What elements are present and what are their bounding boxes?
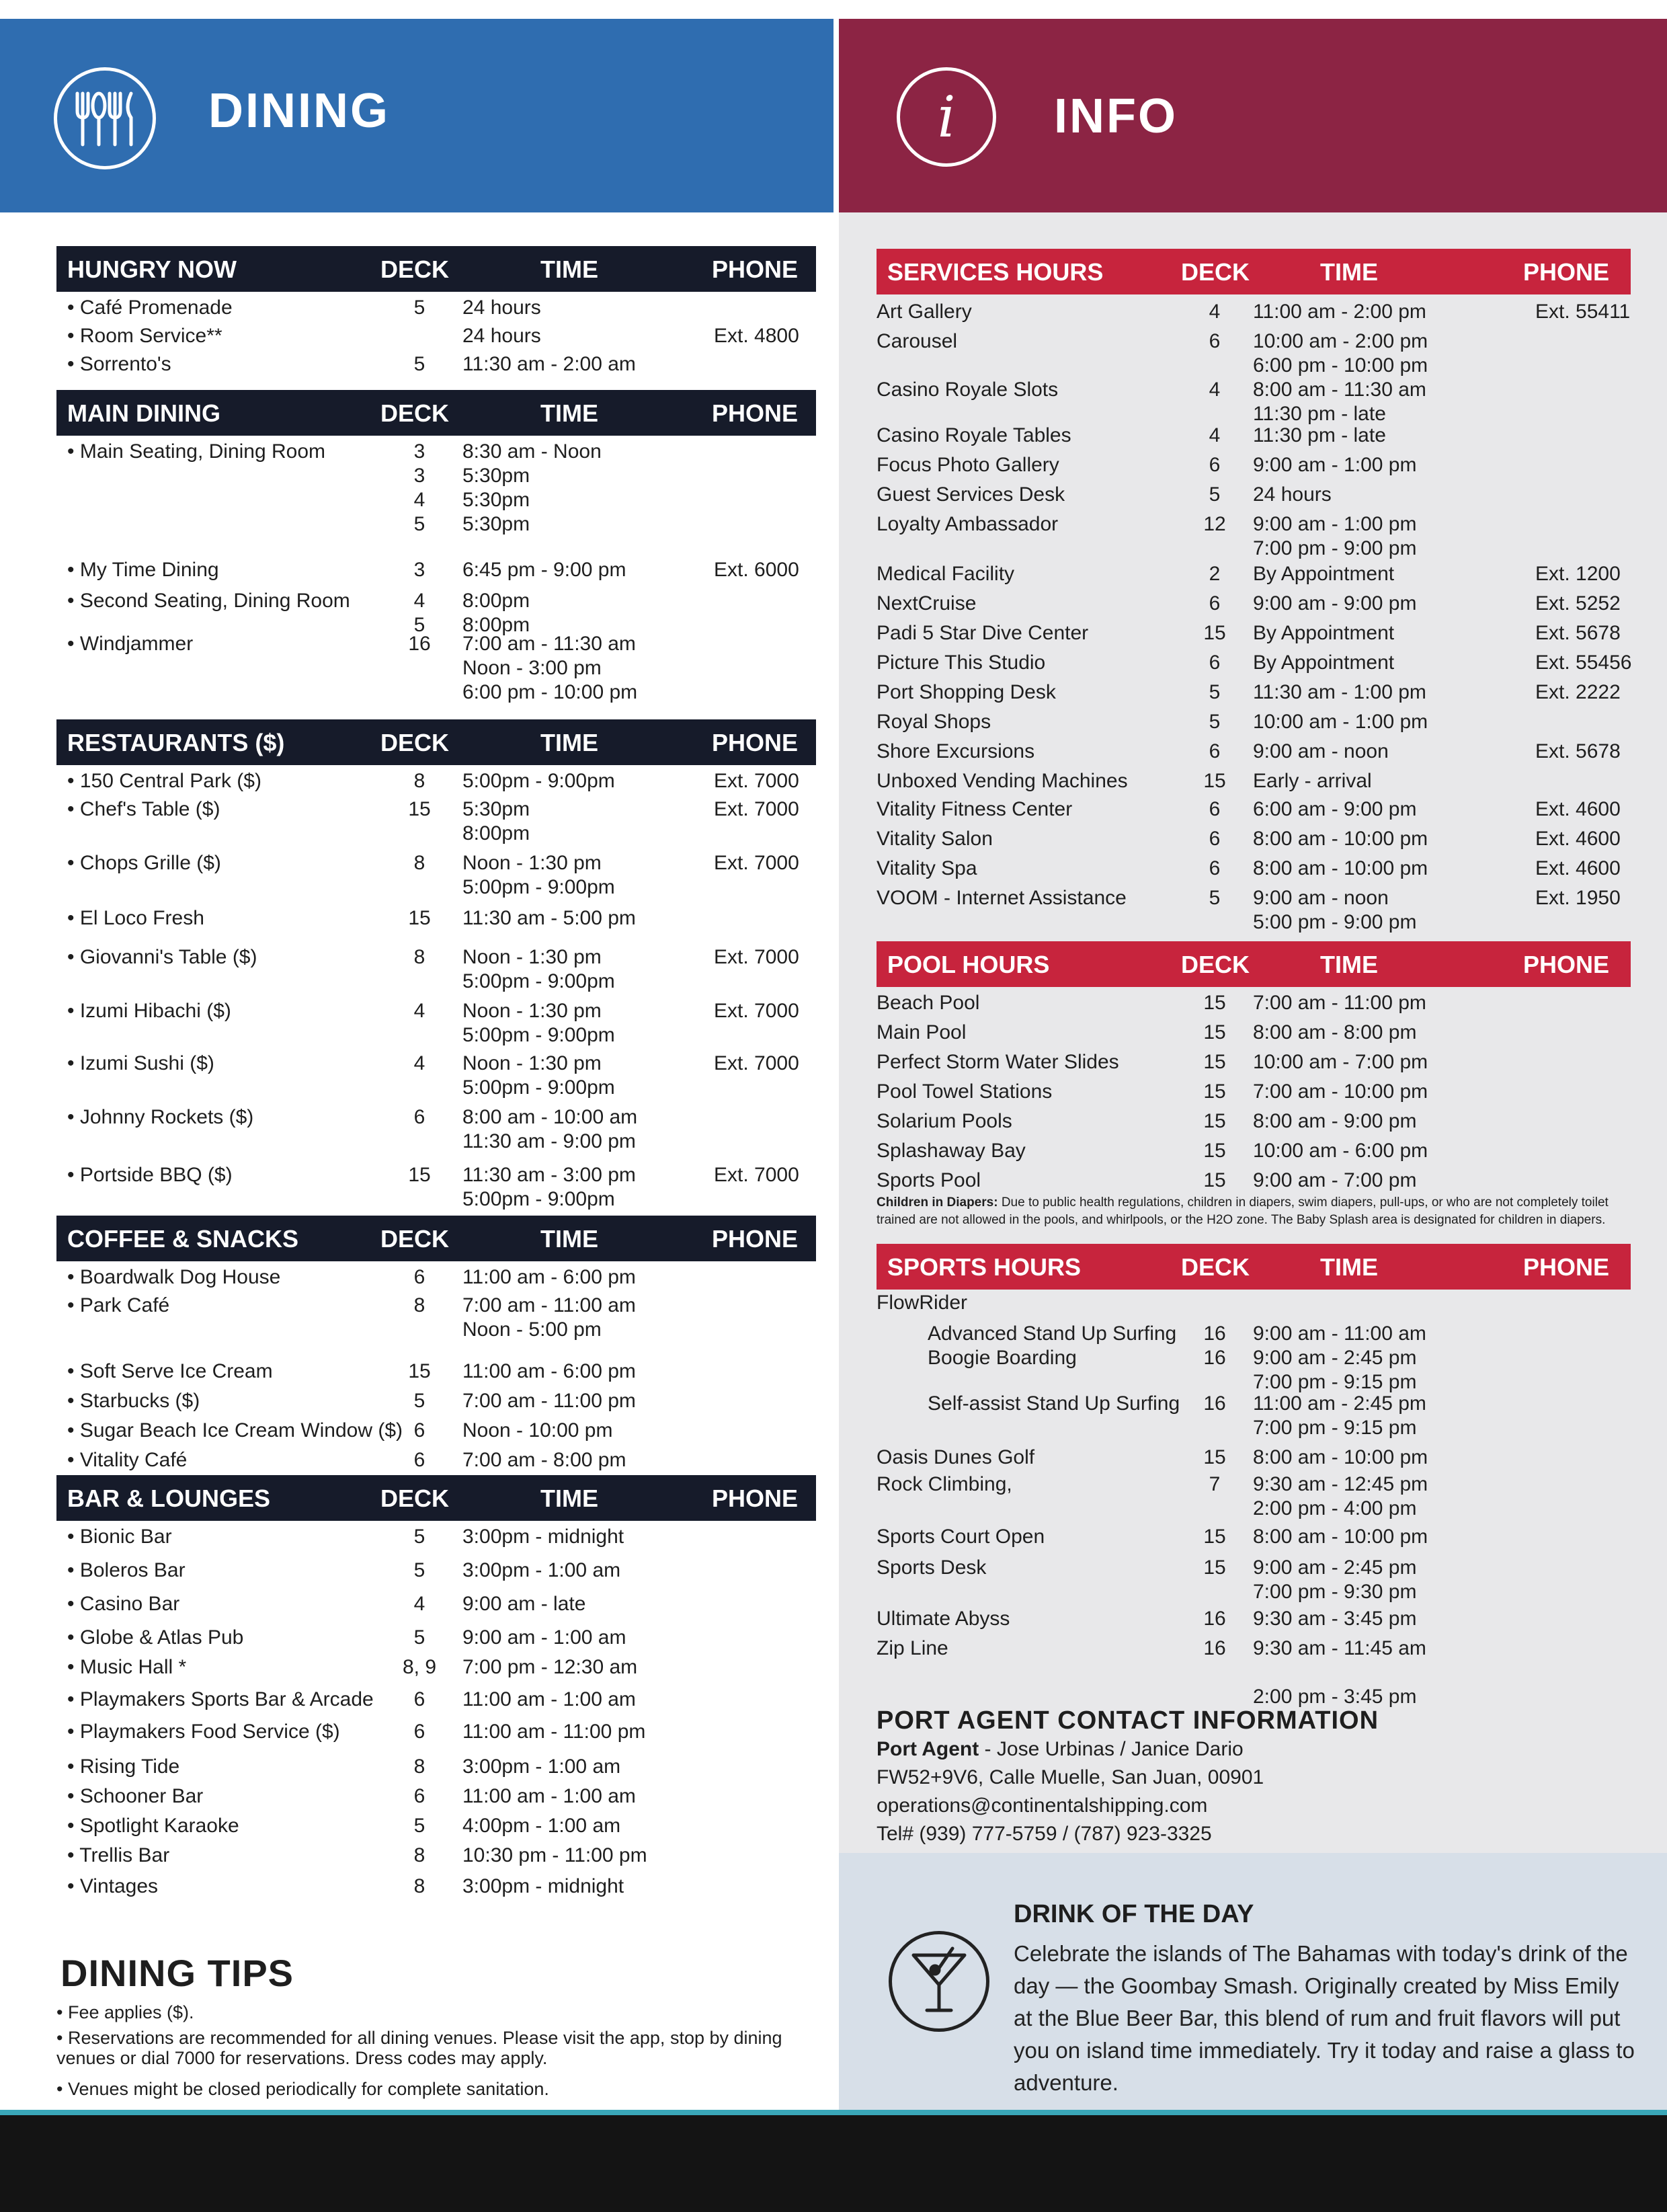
row-time: 11:00 am - 6:00 pm [462, 1266, 636, 1288]
row-deck: 16 [1203, 1637, 1226, 1659]
row-time: 9:00 am - 7:00 pm [1253, 1169, 1417, 1191]
column-header-phone: PHONE [712, 1225, 799, 1253]
row-deck: 8 [413, 1755, 425, 1778]
row-deck: 6 [1209, 798, 1221, 820]
row-phone: Ext. 7000 [714, 1000, 799, 1022]
dining-tips-title: DINING TIPS [60, 1952, 294, 1994]
row-name: • Chops Grille ($) [67, 852, 221, 874]
row-deck: 4 5 [413, 590, 425, 636]
column-header-time: TIME [1320, 1253, 1378, 1281]
column-header-time: TIME [540, 1225, 598, 1253]
row-name: Padi 5 Star Dive Center [877, 622, 1089, 644]
row-time: 9:30 am - 12:45 pm 2:00 pm - 4:00 pm [1253, 1473, 1428, 1519]
section-header-bar [877, 941, 1631, 987]
row-time: 7:00 am - 11:00 pm [462, 1390, 636, 1412]
row-name: • Trellis Bar [67, 1844, 170, 1866]
row-time: 11:00 am - 2:45 pm 7:00 pm - 9:15 pm [1253, 1392, 1426, 1439]
row-deck: 15 [408, 907, 431, 929]
dining-header [0, 19, 833, 212]
row-deck: 15 [408, 798, 431, 820]
row-name: • Chef's Table ($) [67, 798, 220, 820]
row-deck: 6 [413, 1688, 425, 1710]
row-deck: 15 [1203, 1021, 1226, 1043]
row-phone: Ext. 7000 [714, 852, 799, 874]
section-header-bar [877, 249, 1631, 294]
section-title: POOL HOURS [887, 951, 1050, 978]
row-deck: 15 [1203, 1080, 1226, 1103]
utensils-icon [54, 67, 156, 169]
row-time: 9:00 am - 11:00 am 9:00 am - 2:45 pm 7:00 pm - 9:15 pm [1253, 1322, 1426, 1393]
section-header-bar [56, 1216, 816, 1261]
row-deck: 15 [1203, 1446, 1226, 1468]
row-deck: 2 [1209, 563, 1221, 585]
row-name: • Boardwalk Dog House [67, 1266, 281, 1288]
row-name: • Vintages [67, 1875, 159, 1897]
column-header-deck: DECK [380, 399, 450, 427]
row-name: Sports Pool [877, 1169, 981, 1191]
row-time: 11:00 am - 6:00 pm [462, 1360, 636, 1382]
row-deck: 6 [1209, 592, 1221, 615]
row-phone: Ext. 7000 [714, 1164, 799, 1186]
row-name: Solarium Pools [877, 1110, 1012, 1132]
row-deck: 8, 9 [402, 1656, 437, 1678]
row-name: • Main Seating, Dining Room [67, 440, 326, 463]
dining-title: DINING [208, 84, 390, 138]
pool-note-text: Due to public health regulations, children in diapers, swim diapers, pull-ups, or who are not completely toilet trained are not allowed in the pools, and whirlpools, or the H2O zone. The Baby Splash area is designated for children in diapers. [877, 1195, 1609, 1227]
row-time: 6:45 pm - 9:00 pm [462, 559, 626, 581]
row-deck: 4 [413, 1000, 425, 1022]
row-name: Sports Court Open [877, 1526, 1045, 1548]
martini-icon [889, 1931, 989, 2032]
row-time: 11:30 am - 5:00 pm [462, 907, 636, 929]
row-time: 8:00 am - 8:00 pm [1253, 1021, 1417, 1043]
row-name: • Playmakers Sports Bar & Arcade [67, 1688, 374, 1710]
row-time: 10:00 am - 2:00 pm 6:00 pm - 10:00 pm [1253, 330, 1428, 377]
row-name: • Izumi Sushi ($) [67, 1052, 214, 1074]
column-header-deck: DECK [1181, 258, 1250, 286]
row-deck: 16 [408, 633, 431, 655]
row-time: Noon - 10:00 pm [462, 1419, 613, 1441]
row-phone: Ext. 7000 [714, 798, 799, 820]
column-header-time: TIME [540, 255, 598, 283]
row-name: • Rising Tide [67, 1755, 180, 1778]
row-time: 7:00 am - 10:00 pm [1253, 1080, 1428, 1103]
row-time: 6:00 am - 9:00 pm [1253, 798, 1417, 820]
row-name: • Giovanni's Table ($) [67, 946, 257, 968]
row-name: • Boleros Bar [67, 1559, 186, 1581]
row-time: 8:00 am - 9:00 pm [1253, 1110, 1417, 1132]
row-time: 11:30 am - 3:00 pm 5:00pm - 9:00pm [462, 1164, 636, 1210]
row-phone: Ext. 4800 [714, 325, 799, 347]
row-deck: 6 [1209, 828, 1221, 850]
tip-item: • Fee applies ($). [56, 2002, 194, 2022]
column-header-deck: DECK [380, 255, 450, 283]
row-name: FlowRider [877, 1292, 968, 1314]
row-phone: Ext. 5252 [1535, 592, 1621, 615]
row-deck: 5 [413, 297, 425, 319]
row-deck: 5 [1209, 483, 1221, 506]
row-name: Pool Towel Stations [877, 1080, 1053, 1103]
row-name: • Spotlight Karaoke [67, 1815, 239, 1837]
column-header-time: TIME [540, 1485, 598, 1512]
row-deck: 15 [1203, 1110, 1226, 1132]
row-name: • Johnny Rockets ($) [67, 1106, 254, 1128]
section-title: SERVICES HOURS [887, 258, 1104, 286]
row-name: Loyalty Ambassador [877, 513, 1059, 535]
row-name: Port Shopping Desk [877, 681, 1056, 703]
port-email[interactable]: operations@continentalshipping.com [877, 1794, 1208, 1817]
row-phone: Ext. 55456 [1535, 651, 1632, 674]
column-header-deck: DECK [1181, 1253, 1250, 1281]
row-deck: 7 [1209, 1473, 1221, 1495]
row-deck: 5 [413, 1526, 425, 1548]
row-name: Medical Facility [877, 563, 1015, 585]
row-name: • My Time Dining [67, 559, 219, 581]
column-header-phone: PHONE [712, 729, 799, 756]
row-time: 9:00 am - 1:00 pm [1253, 454, 1417, 476]
row-phone: Ext. 4600 [1535, 798, 1621, 820]
section-header-bar [877, 1244, 1631, 1290]
row-name: Zip Line [877, 1637, 948, 1659]
row-deck: 5 [413, 353, 425, 375]
row-deck: 15 [1203, 1051, 1226, 1073]
row-deck: 6 [1209, 857, 1221, 879]
row-time: 5:30pm 8:00pm [462, 798, 530, 844]
row-time: 9:00 am - 9:00 pm [1253, 592, 1417, 615]
row-time: 11:00 am - 1:00 am [462, 1785, 636, 1807]
column-header-time: TIME [540, 729, 598, 756]
row-name: Main Pool [877, 1021, 967, 1043]
row-name: • Globe & Atlas Pub [67, 1626, 244, 1649]
row-time: 9:00 am - noon [1253, 740, 1389, 762]
row-deck: 15 [1203, 770, 1226, 792]
section-title: MAIN DINING [67, 399, 220, 427]
row-deck: 16 [1203, 1608, 1226, 1630]
row-time: 8:00 am - 10:00 am 11:30 am - 9:00 pm [462, 1106, 638, 1152]
section-header-bar [56, 246, 816, 292]
row-deck: 15 [1203, 622, 1226, 644]
row-deck: 15 [1203, 1169, 1226, 1191]
row-time: 11:00 am - 1:00 am [462, 1688, 636, 1710]
row-time: 3:00pm - 1:00 am [462, 1755, 621, 1778]
row-name: Art Gallery [877, 301, 972, 323]
row-name: Shore Excursions [877, 740, 1035, 762]
row-deck: 5 [1209, 887, 1221, 909]
row-time: 10:00 am - 6:00 pm [1253, 1140, 1428, 1162]
row-deck: 4 [1209, 301, 1221, 323]
row-name: • Schooner Bar [67, 1785, 204, 1807]
row-name: • Music Hall * [67, 1656, 187, 1678]
row-name: • Playmakers Food Service ($) [67, 1721, 340, 1743]
pool-note [877, 1194, 1631, 1229]
row-time: 3:00pm - 1:00 am [462, 1559, 621, 1581]
row-name: • Portside BBQ ($) [67, 1164, 233, 1186]
port-agent-names: - Jose Urbinas / Janice Dario [979, 1738, 1244, 1760]
row-deck: 15 [1203, 992, 1226, 1014]
row-time: 7:00 am - 8:00 pm [462, 1449, 626, 1471]
row-name: VOOM - Internet Assistance [877, 887, 1127, 909]
port-agent-title: PORT AGENT CONTACT INFORMATION [877, 1706, 1379, 1735]
port-phone: Tel# (939) 777-5759 / (787) 923-3325 [877, 1823, 1212, 1845]
row-time: By Appointment [1253, 622, 1395, 644]
column-header-phone: PHONE [712, 1485, 799, 1512]
row-time: 9:00 am - late [462, 1593, 586, 1615]
row-deck: 6 [1209, 330, 1221, 352]
row-time: 9:00 am - 2:45 pm 7:00 pm - 9:30 pm [1253, 1556, 1417, 1603]
column-header-deck: DECK [380, 1485, 450, 1512]
port-agent-line [877, 1737, 1244, 1762]
drink-of-the-day-title: DRINK OF THE DAY [1014, 1900, 1254, 1928]
row-time: 10:00 am - 1:00 pm [1253, 711, 1428, 733]
row-time: 10:00 am - 7:00 pm [1253, 1051, 1428, 1073]
top-margin [0, 0, 1667, 19]
column-header-deck: DECK [380, 729, 450, 756]
row-time: 11:30 am - 2:00 am [462, 353, 636, 375]
info-icon: i [897, 67, 996, 167]
drink-of-the-day-text: Celebrate the islands of The Bahamas with today's drink of the day — the Goombay Smash. Originally created by Miss Emily at the Blue Beer Bar, this blend of rum and fruit flavors will put you on island time immediately. Try it today and raise a glass to adventure. [1014, 1941, 1635, 2095]
row-time: 9:00 am - 1:00 pm 7:00 pm - 9:00 pm [1253, 513, 1417, 559]
row-time: By Appointment [1253, 651, 1395, 674]
row-name: • El Loco Fresh [67, 907, 204, 929]
row-deck: 8 [413, 1844, 425, 1866]
row-name: Vitality Fitness Center [877, 798, 1073, 820]
row-deck: 8 [413, 1294, 425, 1316]
row-time: 11:30 am - 1:00 pm [1253, 681, 1426, 703]
port-agent-label: Port Agent [877, 1738, 979, 1760]
row-phone: Ext. 1950 [1535, 887, 1621, 909]
row-time: 7:00 am - 11:30 am Noon - 3:00 pm 6:00 pm - 10:00 pm [462, 633, 638, 703]
row-name: • Starbucks ($) [67, 1390, 200, 1412]
row-phone: Ext. 4600 [1535, 828, 1621, 850]
row-name: • Casino Bar [67, 1593, 180, 1615]
row-deck: 5 [413, 1390, 425, 1412]
row-time: 8:00 am - 10:00 pm [1253, 828, 1428, 850]
row-name: • Sorrento's [67, 353, 171, 375]
row-name: • Room Service** [67, 325, 222, 347]
row-time: 24 hours [462, 325, 541, 347]
row-name: Casino Royale Tables [877, 424, 1071, 446]
footer-bar [0, 2115, 1667, 2212]
section-title: BAR & LOUNGES [67, 1485, 271, 1512]
section-header-bar [56, 1475, 816, 1521]
row-phone: Ext. 5678 [1535, 740, 1621, 762]
row-name: Splashaway Bay [877, 1140, 1026, 1162]
column-header-time: TIME [1320, 951, 1378, 978]
row-deck: 16 [1203, 1392, 1226, 1415]
row-deck: 6 [1209, 454, 1221, 476]
row-name: Advanced Stand Up Surfing Boogie Boarding [928, 1322, 1177, 1369]
row-time: 8:00 am - 10:00 pm [1253, 1446, 1428, 1468]
section-header-bar [56, 390, 816, 436]
row-name: Unboxed Vending Machines [877, 770, 1128, 792]
row-time: 10:30 pm - 11:00 pm [462, 1844, 647, 1866]
row-deck: 15 [1203, 1140, 1226, 1162]
row-name: • 150 Central Park ($) [67, 770, 261, 792]
row-name: • Park Café [67, 1294, 170, 1316]
row-time: 11:00 am - 2:00 pm [1253, 301, 1426, 323]
section-title: SPORTS HOURS [887, 1253, 1082, 1281]
row-phone: Ext. 4600 [1535, 857, 1621, 879]
row-time: 24 hours [462, 297, 541, 319]
row-deck: 3 [413, 559, 425, 581]
row-phone: Ext. 6000 [714, 559, 799, 581]
row-name: Picture This Studio [877, 651, 1046, 674]
row-name: • Izumi Hibachi ($) [67, 1000, 231, 1022]
column-header-phone: PHONE [712, 399, 799, 427]
info-header [839, 19, 1667, 212]
section-title: COFFEE & SNACKS [67, 1225, 299, 1253]
row-deck: 5 [413, 1815, 425, 1837]
row-deck: 4 [1209, 379, 1221, 401]
row-time: 7:00 pm - 12:30 am [462, 1656, 638, 1678]
row-deck: 5 [1209, 711, 1221, 733]
row-name: Guest Services Desk [877, 483, 1065, 506]
row-name: Beach Pool [877, 992, 980, 1014]
row-deck: 6 [413, 1785, 425, 1807]
row-deck: 16 16 [1203, 1322, 1226, 1369]
row-deck: 4 [1209, 424, 1221, 446]
row-name: Rock Climbing, [877, 1473, 1012, 1495]
row-name: Self-assist Stand Up Surfing [928, 1392, 1180, 1415]
row-deck: 5 [1209, 681, 1221, 703]
row-phone: Ext. 7000 [714, 770, 799, 792]
row-name: • Windjammer [67, 633, 194, 655]
row-time: 8:00 am - 10:00 pm [1253, 1526, 1428, 1548]
row-time: Noon - 1:30 pm 5:00pm - 9:00pm [462, 1000, 615, 1046]
row-deck: 6 [413, 1266, 425, 1288]
row-name: Casino Royale Slots [877, 379, 1059, 401]
row-time: Early - arrival [1253, 770, 1372, 792]
row-time: 9:00 am - 1:00 am [462, 1626, 626, 1649]
row-deck: 6 [413, 1449, 425, 1471]
row-deck: 6 [413, 1721, 425, 1743]
row-phone: Ext. 2222 [1535, 681, 1621, 703]
row-time: 4:00pm - 1:00 am [462, 1815, 621, 1837]
row-deck: 15 [1203, 1526, 1226, 1548]
row-name: Vitality Spa [877, 857, 977, 879]
section-header-bar [56, 719, 816, 765]
pool-note-label: Children in Diapers: [877, 1195, 998, 1210]
row-deck: 6 [1209, 651, 1221, 674]
footer-accent-line [0, 2110, 1667, 2115]
port-address: FW52+9V6, Calle Muelle, San Juan, 00901 [877, 1766, 1264, 1788]
row-name: Vitality Salon [877, 828, 993, 850]
column-header-deck: DECK [380, 1225, 450, 1253]
row-name: • Second Seating, Dining Room [67, 590, 350, 612]
column-header-time: TIME [540, 399, 598, 427]
row-time: 11:00 am - 11:00 pm [462, 1721, 646, 1743]
row-deck: 15 [408, 1164, 431, 1186]
row-deck: 12 [1203, 513, 1226, 535]
row-time: 8:00 am - 11:30 am 11:30 pm - late [1253, 379, 1426, 425]
row-phone: Ext. 55411 [1535, 301, 1631, 323]
row-phone: Ext. 1200 [1535, 563, 1621, 585]
row-time: 3:00pm - midnight [462, 1875, 624, 1897]
row-time: 9:30 am - 11:45 am 2:00 pm - 3:45 pm [1253, 1637, 1426, 1708]
column-header-phone: PHONE [1523, 258, 1610, 286]
row-deck: 5 [413, 1559, 425, 1581]
column-header-phone: PHONE [1523, 951, 1610, 978]
row-phone: Ext. 7000 [714, 946, 799, 968]
row-time: 8:30 am - Noon 5:30pm 5:30pm 5:30pm [462, 440, 602, 535]
row-deck: 3 3 4 5 [413, 440, 425, 535]
row-time: Noon - 1:30 pm 5:00pm - 9:00pm [462, 852, 615, 898]
info-title: INFO [1054, 89, 1178, 143]
row-time: 7:00 am - 11:00 pm [1253, 992, 1426, 1014]
row-name: Focus Photo Gallery [877, 454, 1059, 476]
row-time: Noon - 1:30 pm 5:00pm - 9:00pm [462, 1052, 615, 1099]
row-name: NextCruise [877, 592, 977, 615]
row-deck: 8 [413, 852, 425, 874]
row-deck: 4 [413, 1052, 425, 1074]
column-header-deck: DECK [1181, 951, 1250, 978]
row-time: 9:30 am - 3:45 pm [1253, 1608, 1417, 1630]
row-time: 11:30 pm - late [1253, 424, 1386, 446]
row-time: By Appointment [1253, 563, 1395, 585]
row-time: 8:00pm 8:00pm [462, 590, 530, 636]
row-time: Noon - 1:30 pm 5:00pm - 9:00pm [462, 946, 615, 992]
row-name: • Café Promenade [67, 297, 233, 319]
tip-item: • Venues might be closed periodically for complete sanitation. [56, 2079, 549, 2099]
section-title: HUNGRY NOW [67, 255, 237, 283]
row-time: 3:00pm - midnight [462, 1526, 624, 1548]
row-name: Sports Desk [877, 1556, 987, 1579]
row-time: 7:00 am - 11:00 am Noon - 5:00 pm [462, 1294, 636, 1341]
row-name: Carousel [877, 330, 958, 352]
row-phone: Ext. 5678 [1535, 622, 1621, 644]
tip-item: • Reservations are recommended for all dining venues. Please visit the app, stop by dining venues or dial 7000 for reservations. Dress codes may apply. [56, 2028, 782, 2068]
row-deck: 4 [413, 1593, 425, 1615]
row-deck: 8 [413, 1875, 425, 1897]
row-deck: 6 [1209, 740, 1221, 762]
row-time: 5:00pm - 9:00pm [462, 770, 615, 792]
row-deck: 6 [413, 1106, 425, 1128]
row-name: • Soft Serve Ice Cream [67, 1360, 273, 1382]
row-time: 8:00 am - 10:00 pm [1253, 857, 1428, 879]
row-deck: 8 [413, 770, 425, 792]
row-name: Ultimate Abyss [877, 1608, 1010, 1630]
row-deck: 15 [1203, 1556, 1226, 1579]
column-header-time: TIME [1320, 258, 1378, 286]
row-deck: 5 [413, 1626, 425, 1649]
row-name: Oasis Dunes Golf [877, 1446, 1035, 1468]
column-header-phone: PHONE [712, 255, 799, 283]
section-title: RESTAURANTS ($) [67, 729, 285, 756]
row-deck: 8 [413, 946, 425, 968]
row-time: 24 hours [1253, 483, 1332, 506]
row-name: • Bionic Bar [67, 1526, 172, 1548]
row-name: • Vitality Café [67, 1449, 188, 1471]
row-phone: Ext. 7000 [714, 1052, 799, 1074]
row-time: 9:00 am - noon 5:00 pm - 9:00 pm [1253, 887, 1417, 933]
row-name: Royal Shops [877, 711, 991, 733]
row-deck: 6 [413, 1419, 425, 1441]
row-deck: 15 [408, 1360, 431, 1382]
column-header-phone: PHONE [1523, 1253, 1610, 1281]
row-name: • Sugar Beach Ice Cream Window ($) [67, 1419, 403, 1441]
row-name: Perfect Storm Water Slides [877, 1051, 1119, 1073]
